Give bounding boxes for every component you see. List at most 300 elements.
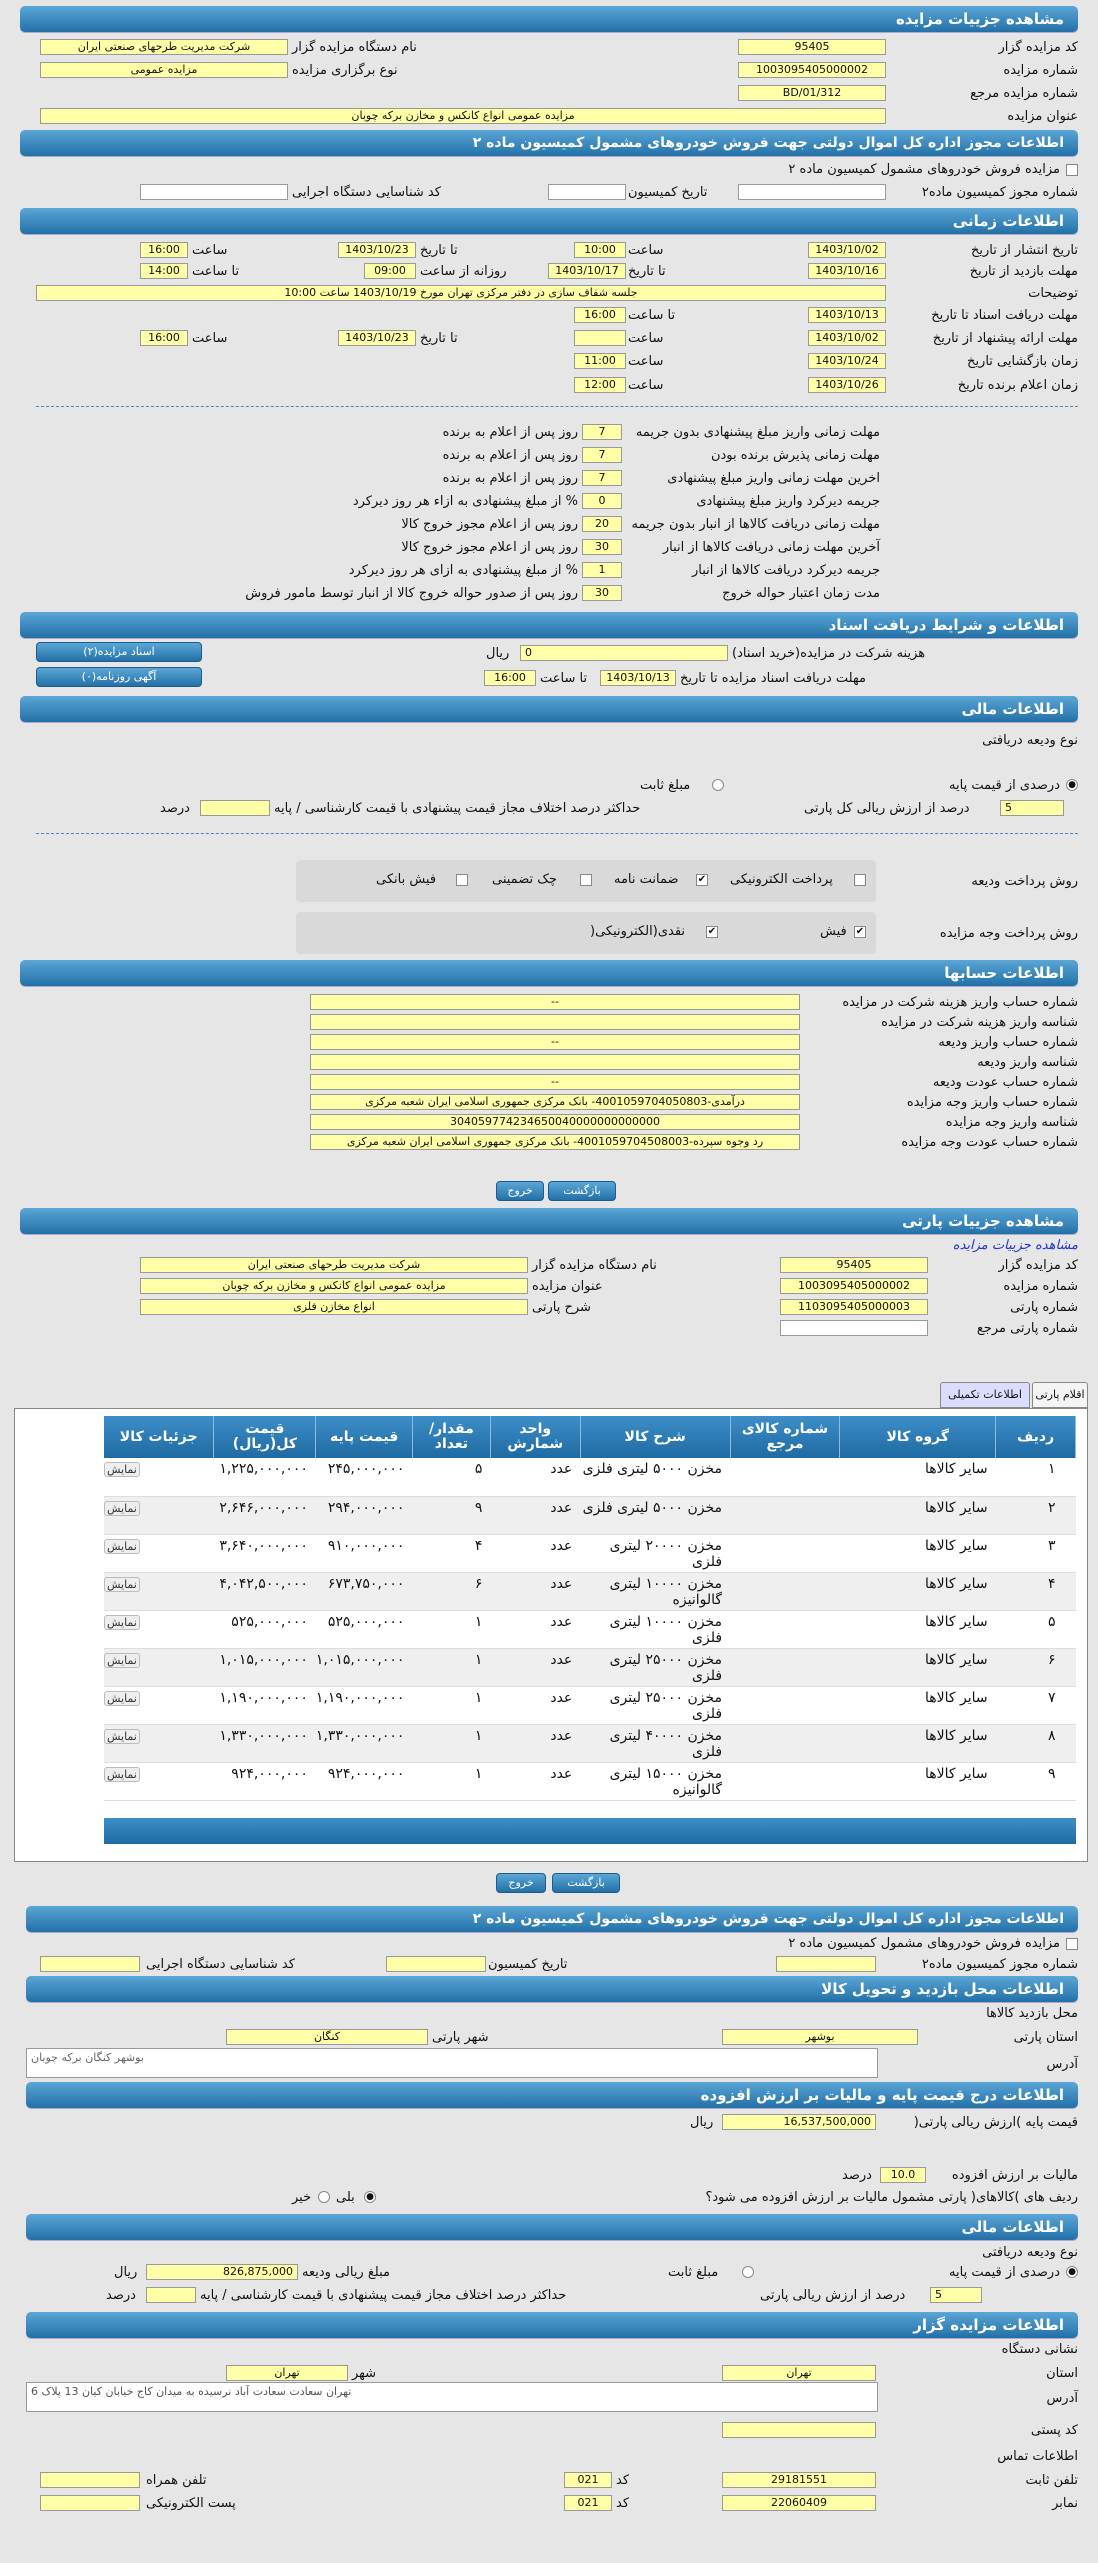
field-participation-fee: 0	[520, 645, 728, 661]
label-max-diff: حداکثر درصد اختلاف مجاز قیمت پیشنهادی با قیمت کارشناسی / پایه	[200, 2288, 567, 2303]
account-value: --	[310, 1034, 800, 1050]
field-org-name: شرکت مدیریت طرحهای صنعتی ایران	[40, 39, 288, 55]
table-cell: ۱,۰۱۵,۰۰۰,۰۰۰	[316, 1648, 413, 1686]
deadline-label: جریمه دیرکرد دریافت کالاها از انبار	[692, 563, 880, 578]
label-rial: ریال	[114, 2265, 138, 2280]
newspaper-ads-button[interactable]: آگهی روزنامه(۰)	[36, 667, 202, 687]
table-cell: ۲۹۴,۰۰۰,۰۰۰	[316, 1496, 413, 1534]
field-max-diff	[146, 2287, 196, 2303]
field-offer-time2: 16:00	[140, 330, 188, 346]
label-commission-date: تاریخ کمیسیون	[488, 1957, 568, 1972]
label-daily: روزانه از ساعت	[420, 264, 507, 279]
field-party-ref	[780, 1320, 928, 1336]
label-max-diff: حداکثر درصد اختلاف مجاز قیمت پیشنهادی با قیمت کارشناسی / پایه	[274, 801, 641, 816]
checkbox-article2[interactable]	[1066, 1938, 1078, 1950]
field-auction-title: مزایده عمومی انواع کانکس و مخازن برکه چوبان	[40, 108, 886, 124]
deadline-label: مهلت زمانی دریافت کالاها از انبار بدون جریمه	[631, 517, 880, 532]
radio-percent-of-base[interactable]: ●	[1066, 2266, 1078, 2278]
exit-button[interactable]: خروج	[496, 1181, 544, 1201]
radio-yes[interactable]: ●	[364, 2191, 376, 2203]
checkbox-electronic-payment[interactable]	[854, 874, 866, 886]
label-participation-fee: هزینه شرکت در مزایده(خرید اسناد)	[732, 646, 926, 661]
table-cell: ۹۲۴,۰۰۰,۰۰۰	[316, 1762, 413, 1800]
label-yes: بلی	[336, 2190, 355, 2205]
section-header-financial: اطلاعات مالی	[20, 696, 1078, 722]
table-footer-bar	[104, 1818, 1076, 1844]
label-mobile: تلفن همراه	[146, 2473, 207, 2488]
account-label: شماره حساب واریز ودیعه	[938, 1035, 1078, 1050]
table-cell: ۹	[412, 1496, 490, 1534]
back-button[interactable]: بازگشت	[548, 1181, 616, 1201]
table-cell	[104, 1534, 214, 1572]
label-auction-title: عنوان مزایده	[532, 1279, 603, 1294]
deadline-unit: روز پس از اعلام به برنده	[442, 448, 578, 463]
field-winner-time: 12:00	[574, 377, 626, 393]
table-cell	[104, 1686, 214, 1724]
account-value	[310, 1054, 800, 1070]
label-guarantee: ضمانت نامه	[614, 872, 679, 887]
table-row	[104, 1496, 1076, 1534]
label-percent-of-base: درصدی از قیمت پایه	[949, 778, 1060, 793]
label-to-hour: تا ساعت	[628, 308, 676, 323]
checkbox-bank-slip[interactable]	[456, 874, 468, 886]
field-opening-date: 1403/10/24	[808, 353, 886, 369]
table-row	[104, 1724, 1076, 1762]
deadline-value: 7	[582, 447, 622, 463]
table-row	[104, 1534, 1076, 1572]
table-cell: ۷	[996, 1686, 1076, 1724]
label-electronic-payment: پرداخت الکترونیکی	[730, 872, 833, 887]
link-auction-details[interactable]: مشاهده جزییات مزایده	[952, 1238, 1078, 1253]
table-cell: ۵۲۵,۰۰۰,۰۰۰	[316, 1610, 413, 1648]
label-permit-number: شماره مجوز کمیسیون ماده۲	[921, 1957, 1078, 1972]
table-row	[104, 1648, 1076, 1686]
field-exec-code	[140, 184, 288, 200]
table-cell	[104, 1572, 214, 1610]
section-header-documents: اطلاعات و شرایط دریافت اسناد	[20, 612, 1078, 638]
table-cell: ۵	[412, 1458, 490, 1496]
field-party-province: بوشهر	[722, 2029, 918, 2045]
table-cell: عدد	[490, 1648, 580, 1686]
label-org-address: نشانی دستگاه	[1001, 2342, 1078, 2357]
label-party-number: شماره پارتی	[1010, 1300, 1078, 1315]
field-visit-from: 1403/10/16	[808, 263, 886, 279]
field-postal-code	[722, 2422, 876, 2438]
account-value	[310, 1014, 800, 1030]
field-base-price: 16,537,500,000	[722, 2114, 876, 2130]
deadline-value: 20	[582, 516, 622, 532]
label-winner: زمان اعلام برنده تاریخ	[957, 378, 1078, 393]
radio-fixed-amount[interactable]	[712, 779, 724, 791]
table-cell: مخزن ۱۰۰۰۰ لیتری فلزی	[580, 1610, 730, 1648]
radio-fixed-amount[interactable]	[742, 2266, 754, 2278]
table-cell	[104, 1610, 214, 1648]
field-address: بوشهر کنگان برکه چوبان	[26, 2048, 878, 2078]
table-cell: ۲	[996, 1496, 1076, 1534]
field-description: جلسه شفاف سازی در دفتر مرکزی تهران مورخ 1403/10/19 ساعت 10:00	[36, 285, 886, 301]
table-cell: ۱,۳۳۰,۰۰۰,۰۰۰	[316, 1724, 413, 1762]
field-publish-from: 1403/10/02	[808, 242, 886, 258]
label-province: استان	[1046, 2366, 1078, 2381]
field-publish-time2: 16:00	[140, 242, 188, 258]
label-percent: درصد	[106, 2288, 136, 2303]
field-fax: 22060409	[722, 2495, 876, 2511]
checkbox-cash-electronic[interactable]: ✔	[707, 926, 717, 937]
column-header: شماره کالای مرجع	[730, 1416, 840, 1458]
table-cell: مخزن ۵۰۰۰ لیتری فلزی	[580, 1458, 730, 1496]
account-label: شناسه واریز ودیعه	[977, 1055, 1078, 1070]
field-auction-number: 1003095405000002	[780, 1278, 928, 1294]
back-button[interactable]: بازگشت	[552, 1873, 620, 1893]
table-cell: ۱	[412, 1610, 490, 1648]
label-deposit-type: نوع ودیعه دریافتی	[982, 733, 1078, 748]
items-table-header	[104, 1416, 1076, 1458]
field-exec-code	[40, 1956, 140, 1972]
field-vat: 10.0	[880, 2167, 926, 2183]
label-percent-of-value: درصد از ارزش ریالی پارتی	[760, 2288, 906, 2303]
section-header-accounts: اطلاعات حسابها	[20, 960, 1078, 986]
label-fixed-amount: مبلغ ثابت	[668, 2265, 719, 2280]
label-percent: درصد	[160, 801, 190, 816]
radio-percent-of-base[interactable]: ●	[1066, 779, 1078, 791]
label-to-hour: تا ساعت	[192, 264, 240, 279]
field-visit-time1: 09:00	[364, 263, 416, 279]
table-cell: ۱,۰۱۵,۰۰۰,۰۰۰	[214, 1648, 316, 1686]
table-cell	[730, 1572, 840, 1610]
table-cell: ۱	[412, 1724, 490, 1762]
field-visit-time2: 14:00	[140, 263, 188, 279]
label-base-price: قیمت پایه )ارزش ریالی پارتی(	[913, 2115, 1078, 2130]
table-cell	[730, 1458, 840, 1496]
table-cell: سایر کالاها	[840, 1724, 996, 1762]
label-time: ساعت	[628, 243, 664, 258]
table-cell: ۱,۳۳۰,۰۰۰,۰۰۰	[214, 1724, 316, 1762]
checkbox-guarantee[interactable]: ✔	[697, 874, 707, 885]
label-no: خیر	[292, 2190, 312, 2205]
field-province: تهران	[722, 2365, 876, 2381]
table-cell: عدد	[490, 1686, 580, 1724]
checkbox-article2[interactable]	[1066, 164, 1078, 176]
field-auction-type: مزایده عمومی	[40, 62, 288, 78]
table-cell	[730, 1610, 840, 1648]
column-header: قیمت پایه	[316, 1416, 413, 1458]
label-time: ساعت	[628, 378, 664, 393]
label-doc-deadline: مهلت دریافت اسناد مزایده تا تاریخ	[680, 671, 866, 686]
deadline-unit: % از مبلغ پیشنهادی به ازاء هر روز دیرکرد	[352, 494, 578, 509]
show-details-button[interactable]: نمایش	[104, 1729, 140, 1744]
table-cell: عدد	[490, 1724, 580, 1762]
show-details-button[interactable]: نمایش	[104, 1767, 140, 1782]
deadline-value: 7	[582, 424, 622, 440]
label-org-name: نام دستگاه مزایده گزار	[292, 40, 417, 55]
field-permit-number	[776, 1956, 876, 1972]
label-to-date: تا تاریخ	[628, 264, 666, 279]
table-row	[104, 1762, 1076, 1800]
table-cell	[104, 1458, 214, 1496]
table-cell: ۶	[996, 1648, 1076, 1686]
table-cell: سایر کالاها	[840, 1610, 996, 1648]
table-cell: ۴	[412, 1534, 490, 1572]
label-deposit-type: نوع ودیعه دریافتی	[982, 2245, 1078, 2260]
items-table	[104, 1416, 1076, 1801]
account-label: شناسه واریز وجه مزایده	[945, 1115, 1078, 1130]
field-party-city: کنگان	[226, 2029, 428, 2045]
field-party-description: انواع مخازن فلزی	[140, 1299, 528, 1315]
checkbox-certified-check[interactable]	[580, 874, 592, 886]
tab-party-items[interactable]: اقلام پارتی	[1032, 1382, 1088, 1408]
label-code: کد	[616, 2496, 630, 2511]
label-party-province: استان پارتی	[1013, 2030, 1078, 2045]
label-rial: ریال	[690, 2115, 714, 2130]
field-offer-to: 1403/10/23	[338, 330, 416, 346]
label-party-city: شهر پارتی	[432, 2030, 489, 2045]
label-auction-number: شماره مزایده	[1003, 63, 1078, 78]
field-doc-date: 1403/10/13	[600, 670, 676, 686]
label-slip: فیش	[820, 924, 847, 939]
table-cell	[104, 1762, 214, 1800]
label-ref-number: شماره مزایده مرجع	[970, 86, 1078, 101]
column-header: گروه کالا	[840, 1416, 996, 1458]
table-cell: عدد	[490, 1572, 580, 1610]
field-commission-date	[386, 1956, 486, 1972]
field-auctioneer-code: 95405	[738, 39, 886, 55]
table-cell: ۸	[996, 1724, 1076, 1762]
section-header-permit: اطلاعات مجوز اداره کل اموال دولتی جهت فروش خودروهای مشمول کمیسیون ماده ۲	[20, 130, 1078, 156]
label-time: ساعت	[192, 331, 228, 346]
account-value: 304059774234650040000000000000	[310, 1114, 800, 1130]
table-cell: ۱	[412, 1686, 490, 1724]
deadline-label: جریمه دیرکرد واریز مبلغ پیشنهادی	[696, 494, 880, 509]
table-cell	[104, 1496, 214, 1534]
deadline-label: اخرین مهلت زمانی واریز مبلغ پیشنهادی	[667, 471, 880, 486]
field-doc-time: 16:00	[574, 307, 626, 323]
field-doc-hour: 16:00	[484, 670, 536, 686]
field-deposit-percent: 5	[1000, 800, 1064, 816]
label-permit-number: شماره مجوز کمیسیون ماده۲	[921, 185, 1078, 200]
table-cell: ۲,۶۴۶,۰۰۰,۰۰۰	[214, 1496, 316, 1534]
tab-additional-info[interactable]: اطلاعات تکمیلی	[940, 1382, 1030, 1408]
label-visit: مهلت بازدید از تاریخ	[969, 264, 1078, 279]
table-cell: ۶۷۳,۷۵۰,۰۰۰	[316, 1572, 413, 1610]
label-time: ساعت	[628, 331, 664, 346]
show-details-button[interactable]: نمایش	[104, 1462, 140, 1477]
radio-no[interactable]	[318, 2191, 330, 2203]
table-cell: ۹	[996, 1762, 1076, 1800]
table-cell: عدد	[490, 1496, 580, 1534]
label-deposit-payment: روش پرداخت ودیعه	[971, 874, 1078, 889]
table-cell: عدد	[490, 1458, 580, 1496]
label-auction-payment: روش پرداخت وجه مزایده	[939, 926, 1078, 941]
account-value: --	[310, 1074, 800, 1090]
field-doc-date: 1403/10/13	[808, 307, 886, 323]
checkbox-slip[interactable]: ✔	[855, 926, 865, 937]
label-time: ساعت	[628, 354, 664, 369]
show-details-button[interactable]: نمایش	[104, 1653, 140, 1668]
deadline-unit: روز پس از اعلام به برنده	[442, 425, 578, 440]
field-phone: 29181551	[722, 2472, 876, 2488]
account-value: درآمدی-4001059704050803- بانک مرکزی جمهوری اسلامی ایران شعبه مرکزی	[310, 1094, 800, 1110]
label-phone: تلفن ثابت	[1025, 2473, 1078, 2488]
deadline-value: 1	[582, 562, 622, 578]
table-cell: ۱	[412, 1762, 490, 1800]
field-auctioneer-code: 95405	[780, 1257, 928, 1273]
label-percent-of-value: درصد از ارزش ریالی کل پارتی	[804, 801, 970, 816]
table-cell: مخزن ۲۰۰۰۰ لیتری فلزی	[580, 1534, 730, 1572]
account-label: شناسه واریز هزینه شرکت در مزایده	[881, 1015, 1078, 1030]
label-vat: مالیات بر ارزش افزوده	[951, 2168, 1078, 2183]
table-cell	[104, 1724, 214, 1762]
label-auctioneer-code: کد مزایده گزار	[998, 1258, 1078, 1273]
label-to-date: تا تاریخ	[420, 243, 458, 258]
table-cell: ۱	[412, 1648, 490, 1686]
field-city: تهران	[226, 2365, 348, 2381]
section-header-auctioneer-info: اطلاعات مزایده گزار	[26, 2312, 1078, 2338]
field-ref-number: BD/01/312	[738, 85, 886, 101]
field-max-diff	[200, 800, 270, 816]
field-offer-from: 1403/10/02	[808, 330, 886, 346]
label-deposit-amount: مبلغ ریالی ودیعه	[302, 2265, 390, 2280]
label-cash-electronic: نقدی(الکترونیکی(	[590, 924, 686, 939]
field-publish-time1: 10:00	[574, 242, 626, 258]
column-header: ردیف	[996, 1416, 1076, 1458]
table-cell: سایر کالاها	[840, 1762, 996, 1800]
table-cell	[104, 1648, 214, 1686]
label-vat-question: ردیف های )کالاهای( پارتی مشمول مالیات بر ارزش افزوده می شود؟	[705, 2190, 1078, 2205]
auction-payment-box	[296, 912, 876, 954]
table-cell: ۲۴۵,۰۰۰,۰۰۰	[316, 1458, 413, 1496]
label-doc-deadline: مهلت دریافت اسناد تا تاریخ	[931, 308, 1078, 323]
label-bank-slip: فیش بانکی	[376, 872, 437, 887]
table-cell: سایر کالاها	[840, 1458, 996, 1496]
table-cell: سایر کالاها	[840, 1648, 996, 1686]
deadline-value: 7	[582, 470, 622, 486]
table-cell: عدد	[490, 1610, 580, 1648]
show-details-button[interactable]: نمایش	[104, 1691, 140, 1706]
table-cell: ۳,۶۴۰,۰۰۰,۰۰۰	[214, 1534, 316, 1572]
field-deposit-percent: 5	[930, 2287, 982, 2303]
table-cell	[730, 1648, 840, 1686]
section-header-permit: اطلاعات مجوز اداره کل اموال دولتی جهت فروش خودروهای مشمول کمیسیون ماده ۲	[26, 1906, 1078, 1932]
account-label: شماره حساب عودت وجه مزایده	[901, 1135, 1078, 1150]
account-label: شماره حساب عودت ودیعه	[932, 1075, 1078, 1090]
deadline-unit: روز پس از صدور حواله خروج کالا از انبار توسط مامور فروش	[245, 586, 578, 601]
field-mobile	[40, 2472, 140, 2488]
label-fixed-amount: مبلغ ثابت	[640, 778, 691, 793]
label-exec-code: کد شناسایی دستگاه اجرایی	[292, 185, 441, 200]
column-header: قیمت کل(ریال)	[214, 1416, 316, 1458]
table-cell	[730, 1496, 840, 1534]
label-to-date: تا تاریخ	[420, 331, 458, 346]
deadline-value: 30	[582, 585, 622, 601]
deadline-value: 30	[582, 539, 622, 555]
table-cell: ۴,۰۴۲,۵۰۰,۰۰۰	[214, 1572, 316, 1610]
label-address: آدرس	[1046, 2391, 1078, 2406]
table-cell: سایر کالاها	[840, 1534, 996, 1572]
label-postal-code: کد پستی	[1030, 2423, 1078, 2438]
table-cell: مخزن ۱۰۰۰۰ لیتری گالوانیزه	[580, 1572, 730, 1610]
label-auction-type: نوع برگزاری مزایده	[292, 63, 398, 78]
exit-button[interactable]: خروج	[496, 1873, 546, 1893]
label-code: کد	[616, 2473, 630, 2488]
table-cell	[730, 1724, 840, 1762]
label-auction-number: شماره مزایده	[1003, 1279, 1078, 1294]
label-auctioneer-code: کد مزایده گزار	[998, 40, 1078, 55]
account-value: رد وجوه سپرده-4001059704508003- بانک مرکزی جمهوری اسلامی ایران شعبه مرکزی	[310, 1134, 800, 1150]
table-cell: ۵	[996, 1610, 1076, 1648]
field-winner-date: 1403/10/26	[808, 377, 886, 393]
divider	[36, 833, 1078, 834]
label-auction-title: عنوان مزایده	[1007, 109, 1078, 124]
field-commission-date	[548, 184, 626, 200]
auction-documents-button[interactable]: اسناد مزایده(۲)	[36, 642, 202, 662]
field-fax-code: 021	[564, 2495, 612, 2511]
section-header-timing: اطلاعات زمانی	[20, 208, 1078, 234]
label-opening: زمان بازگشایی تاریخ	[967, 354, 1078, 369]
column-header: شرح کالا	[580, 1416, 730, 1458]
table-cell: سایر کالاها	[840, 1496, 996, 1534]
label-contact-info: اطلاعات تماس	[997, 2449, 1078, 2464]
field-offer-time1	[574, 330, 626, 346]
table-cell: مخزن ۱۵۰۰۰ لیتری گالوانیزه	[580, 1762, 730, 1800]
table-cell: ۱,۱۹۰,۰۰۰,۰۰۰	[214, 1686, 316, 1724]
label-time: ساعت	[192, 243, 228, 258]
section-header-financial: اطلاعات مالی	[26, 2214, 1078, 2240]
label-party-description: شرح پارتی	[532, 1300, 591, 1315]
label-publish: تاریخ انتشار از تاریخ	[970, 243, 1078, 258]
field-visit-to: 1403/10/17	[548, 263, 626, 279]
show-details-button[interactable]: نمایش	[104, 1577, 140, 1592]
table-cell: ۹۱۰,۰۰۰,۰۰۰	[316, 1534, 413, 1572]
show-details-button[interactable]: نمایش	[104, 1615, 140, 1630]
table-cell: ۱	[996, 1458, 1076, 1496]
label-description: توضیحات	[1028, 286, 1078, 301]
table-cell: مخزن ۲۵۰۰۰ لیتری فلزی	[580, 1648, 730, 1686]
label-fax: نمابر	[1052, 2496, 1078, 2511]
table-cell	[730, 1686, 840, 1724]
deadline-label: مهلت زمانی واریز مبلغ پیشنهادی بدون جریمه	[635, 425, 880, 440]
field-email	[40, 2495, 140, 2511]
deadline-value: 0	[582, 493, 622, 509]
table-cell: ۱,۲۲۵,۰۰۰,۰۰۰	[214, 1458, 316, 1496]
label-offer: مهلت ارائه پیشنهاد از تاریخ	[932, 331, 1078, 346]
table-cell: عدد	[490, 1762, 580, 1800]
field-party-number: 1103095405000003	[780, 1299, 928, 1315]
label-email: پست الکترونیکی	[146, 2496, 236, 2511]
table-row	[104, 1572, 1076, 1610]
column-header: جزئیات کالا	[104, 1416, 214, 1458]
field-publish-to: 1403/10/23	[338, 242, 416, 258]
table-cell	[730, 1762, 840, 1800]
show-details-button[interactable]: نمایش	[104, 1539, 140, 1554]
table-row	[104, 1610, 1076, 1648]
label-address: آدرس	[1046, 2057, 1078, 2072]
divider	[36, 406, 1078, 407]
label-org-name: نام دستگاه مزایده گزار	[532, 1258, 657, 1273]
label-percent: درصد	[842, 2168, 872, 2183]
show-details-button[interactable]: نمایش	[104, 1501, 140, 1516]
table-cell: مخزن ۵۰۰۰ لیتری فلزی	[580, 1496, 730, 1534]
table-row	[104, 1686, 1076, 1724]
table-cell: ۱,۱۹۰,۰۰۰,۰۰۰	[316, 1686, 413, 1724]
deadline-label: آخرین مهلت زمانی دریافت کالاها از انبار	[662, 540, 880, 555]
field-area-code: 021	[564, 2472, 612, 2488]
column-header: واحد شمارش	[490, 1416, 580, 1458]
label-city: شهر	[352, 2366, 377, 2381]
table-cell: سایر کالاها	[840, 1686, 996, 1724]
table-cell: مخزن ۲۵۰۰۰ لیتری فلزی	[580, 1686, 730, 1724]
field-auction-title: مزایده عمومی انواع کانکس و مخازن برکه چوبان	[140, 1278, 528, 1294]
account-value: --	[310, 994, 800, 1010]
